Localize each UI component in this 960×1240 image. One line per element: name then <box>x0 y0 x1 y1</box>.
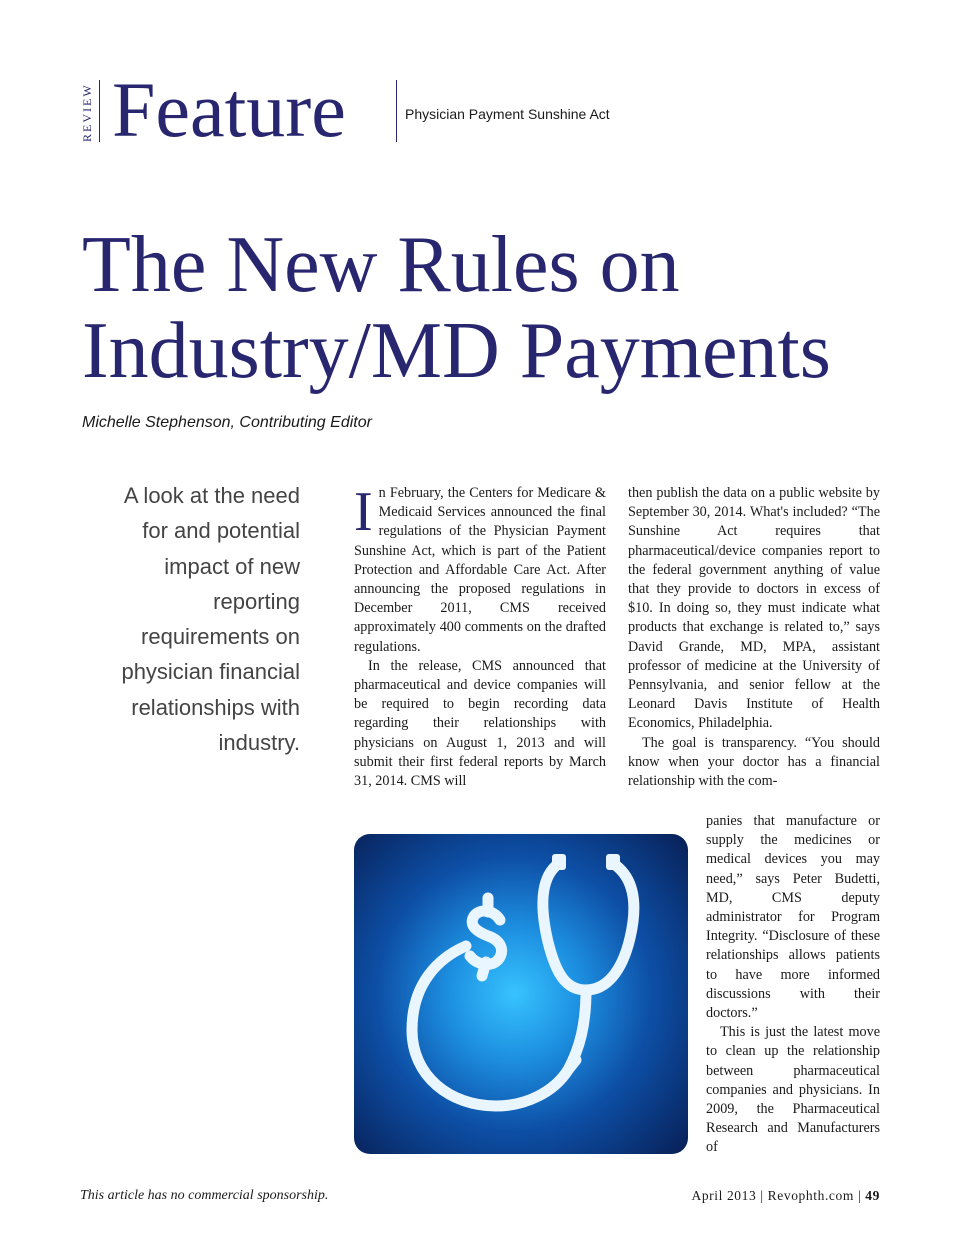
paragraph: This is just the latest move to clean up the relationship between pharmaceutical companies and physicians. In 2009, the Pharmaceutical Research and Manufacturers of <box>706 1024 880 1156</box>
paragraph-text: n February, the Centers for Medicare & Medicaid Services announced the final regulations of the Physician Payment Sunshine Act, which is part of the Patient Protection and Affordable Care Act. After announcing the proposed regulations in December 2011, CMS received approximately 400 comments on the drafted regulations. <box>354 485 606 655</box>
drop-cap: I <box>354 481 373 543</box>
sponsorship-note: This article has no commercial sponsorship. <box>80 1188 329 1203</box>
paragraph: The goal is transparency. “You should know when your doctor has a financial relationship with the com- <box>628 734 880 790</box>
section-topic: Physician Payment Sunshine Act <box>405 106 610 122</box>
byline: Michelle Stephenson, Contributing Editor <box>82 414 372 431</box>
body-column-2 <box>628 484 880 791</box>
header-divider-right <box>396 80 397 142</box>
page-number: 49 <box>865 1188 880 1203</box>
body-column-3 <box>706 812 880 1158</box>
pull-quote: A look at the need for and potential impact of new reporting requirements on physician financial relationships with industry. <box>121 483 300 756</box>
paragraph: then publish the data on a public website by September 30, 2014. What's included? “The Sunshine Act requires that pharmaceutical/device companies report to the federal government anything of value that they provide to doctors in excess of $10. In doing so, they must indicate what products that exchange is related to,” says David Grande, MD, MPA, assistant professor of medicine at the University of Pennsylvania, and senior fellow at the Leonard Davis Institute of Health Economics, Philadelphia. <box>628 485 880 732</box>
article-title-line-1: The New Rules on <box>82 221 680 309</box>
header-divider-left <box>99 80 100 142</box>
stethoscope-dollar-icon <box>354 834 688 1154</box>
section-label: REVIEW <box>80 83 94 142</box>
stethoscope-dollar-illustration <box>354 834 688 1154</box>
feature-heading: Feature <box>112 66 346 153</box>
article-title <box>82 222 942 394</box>
paragraph <box>354 481 606 657</box>
page-footer <box>691 1188 880 1204</box>
footer-separator: | <box>857 1188 862 1203</box>
body-column-1 <box>354 481 606 791</box>
article-title-line-2: Industry/MD Payments <box>82 307 831 395</box>
site-name: Revophth.com <box>767 1188 854 1203</box>
paragraph: panies that manufacture or supply the medicines or medical devices you may need,” says Peter Budetti, MD, CMS deputy administrator for Program Integrity. “Disclosure of these relationships allows patients to have more informed discussions with their doctors.” <box>706 813 880 1022</box>
paragraph: In the release, CMS announced that pharmaceutical and device companies will be required to begin recording data regarding their relationships with physicians on August 1, 2013 and will submit their first federal reports by March 31, 2014. CMS will <box>354 657 606 790</box>
issue-date: April 2013 <box>691 1188 757 1203</box>
footer-separator: | <box>760 1188 764 1203</box>
